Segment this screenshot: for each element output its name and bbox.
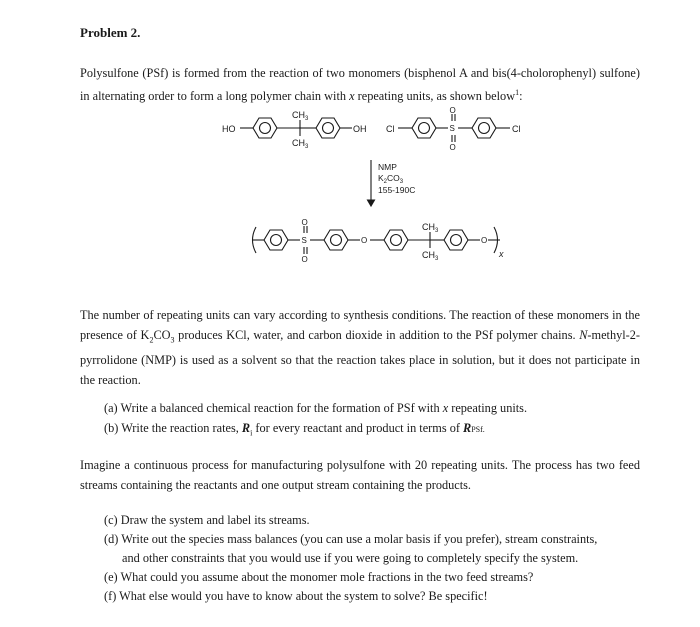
- bpa-ho-label: HO: [222, 124, 236, 134]
- question-e: (e) What could you assume about the monomer mole fractions in the two feed streams?: [104, 570, 534, 584]
- poly-ch3-top: $CH_3$: [422, 222, 439, 234]
- cl-left-label: Cl: [386, 124, 395, 134]
- bpa-ch3-top: $CH_3$: [292, 110, 309, 122]
- poly-s-o-top: O: [301, 218, 308, 227]
- sulfone-o-top: O: [449, 106, 456, 115]
- poly-ether-o-2: O: [481, 236, 488, 245]
- intro-paragraph: Polysulfone (PSf) is formed from the reaction of two monomers (bisphenol A and bis(4-cholorophenyl) sulfone) in alternating order to form a long polymer chain with x repeating units, as shown below$^1$:: [80, 66, 640, 104]
- bpa-oh-label: OH: [353, 124, 367, 134]
- cl-right-label: Cl: [512, 124, 521, 134]
- question-c: (c) Draw the system and label its streams.: [104, 513, 310, 527]
- question-b: (b) Write the reaction rates, $R_i$ for every reactant and product in terms of RPSf.: [104, 421, 485, 438]
- repeat-count-x: x: [499, 249, 504, 259]
- problem-title: Problem 2.: [80, 25, 141, 40]
- poly-ether-o-1: O: [361, 236, 368, 245]
- condition-base: $K_2CO_3$: [378, 173, 404, 185]
- poly-s-label: S: [301, 236, 307, 245]
- condition-solvent: NMP: [378, 162, 397, 172]
- question-f: (f) What else would you have to know about the system to solve? Be specific!: [104, 589, 488, 603]
- bisphenol-a: [240, 118, 352, 138]
- reaction-scheme: [0, 0, 700, 300]
- question-d-continued: and other constraints that you would use if you were going to completely specify the system.: [122, 551, 579, 565]
- bpa-ch3-bottom: $CH_3$: [292, 138, 309, 150]
- process-description-paragraph: Imagine a continuous process for manufacturing polysulfone with 20 repeating units. The process has two feed streams containing the reactants and one output stream containing the products.: [80, 458, 640, 492]
- question-a: (a) Write a balanced chemical reaction for the formation of PSf with x repeating units.: [104, 401, 528, 415]
- poly-ch3-bottom: $CH_3$: [422, 250, 439, 262]
- sulfone-s-label: S: [449, 124, 455, 133]
- question-d: (d) Write out the species mass balances (you can use a molar basis if you prefer), stream constraints,: [104, 532, 598, 546]
- reaction-arrow: [368, 160, 375, 206]
- sulfone-o-bottom: O: [449, 143, 456, 152]
- reaction-description-paragraph: The number of repeating units can vary according to synthesis conditions. The reaction of these monomers in the presence of $K_2CO_3$ produces KCl, water, and carbon dioxide in addition to the PSf polymer chains. N-methyl-2-pyrrolidone (NMP) is used as a solvent so that the reaction takes place in solution, but it does not participate in the reaction.: [80, 308, 640, 388]
- condition-temperature: 155-190C: [378, 185, 416, 195]
- poly-s-o-bottom: O: [301, 255, 308, 264]
- polysulfone-repeat-unit: [252, 226, 500, 254]
